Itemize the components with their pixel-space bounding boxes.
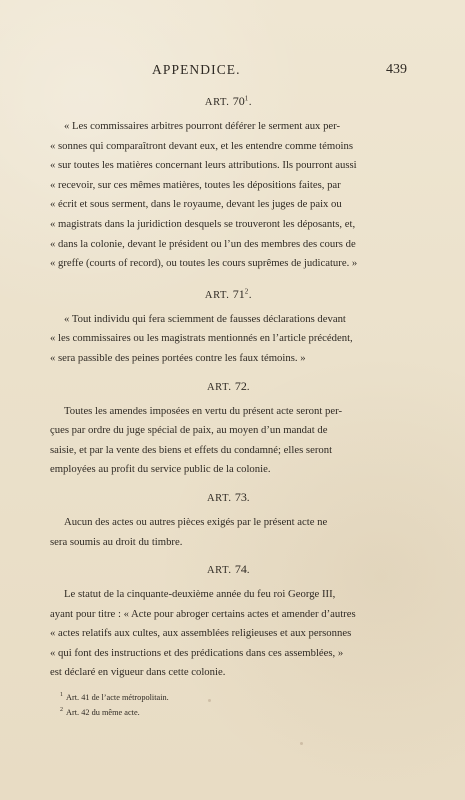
article-heading-70: ART. $70^1$. [204, 94, 253, 108]
text-line: « qui font des instructions et des prédications dans ces assemblées, » [50, 646, 344, 659]
text-line: sera soumis au droit du timbre. [50, 535, 183, 548]
article-text-73 [50, 513, 407, 552]
text-line: « écrit et sous serment, dans le royaume, devant les juges de paix ou [50, 198, 342, 211]
text-line: saisie, et par la vente des biens et effets du condamné; elles seront [50, 443, 333, 456]
text-line: « magistrats dans la juridiction desquels se trouveront les déposants, et, [50, 217, 356, 230]
footnote [60, 705, 407, 720]
article-label: ART. [206, 381, 232, 393]
text-line: « recevoir, sur ces mêmes matières, toutes les dépositions faites, par [50, 178, 341, 191]
text-line: çues par ordre du juge spécial de paix, au moyen d’un mandat de [50, 424, 328, 437]
article-label: ART. [204, 289, 230, 301]
text-line: employées au profit du service public de la colonie. [50, 463, 271, 476]
page-number: 439 [386, 62, 407, 77]
page-content [50, 94, 407, 720]
footnote-text: Art. 42 du même acte. [66, 708, 140, 718]
text-line: Le statut de la cinquante-deuxième année du feu roi George III, [64, 588, 336, 601]
text-line: « actes relatifs aux cultes, aux assemblées religieuses et aux personnes [50, 627, 352, 640]
paper-speck [300, 742, 303, 745]
text-line: « sur toutes les matières concernant leurs attributions. Ils pourront aussi [50, 159, 357, 172]
footnote-marker: 2 [60, 707, 63, 714]
footnotes [50, 690, 407, 720]
text-line: « sera passible des peines portées contre les faux témoins. » [50, 351, 306, 364]
text-line: Toutes les amendes imposées en vertu du présent acte seront per- [64, 404, 343, 417]
article-number: 72 [234, 378, 247, 393]
article-number: 70 [232, 94, 245, 108]
text-line: Aucun des actes ou autres pièces exigés par le présent acte ne [64, 515, 328, 528]
article-heading-73: ART. 73. [206, 489, 251, 504]
text-line: « les commissaires ou les magistrats mentionnés en l’article précédent, [50, 332, 353, 345]
footnote-marker: 1 [60, 692, 63, 699]
article-number: 74 [234, 562, 247, 577]
article-text-71 [50, 310, 407, 369]
text-line: « sonnes qui comparaîtront devant eux, et les entendre comme témoins [50, 139, 354, 152]
text-line: « Tout individu qui fera sciemment de fausses déclarations devant [64, 312, 346, 325]
text-line: ayant pour titre : « Acte pour abroger certains actes et amender d’autres [50, 607, 356, 620]
text-line: « greffe (courts of record), ou toutes les cours suprêmes de judicature. » [50, 257, 358, 270]
page-header [50, 62, 407, 80]
text-line: « Les commissaires arbitres pourront déférer le serment aux per- [64, 120, 341, 132]
article-heading-72: ART. 72. [206, 378, 251, 393]
footnote-ref: 1 [244, 94, 249, 103]
page-title: APPENDICE. [152, 62, 241, 77]
article-text-70 [50, 117, 407, 274]
footnote [60, 690, 407, 705]
article-label: ART. [206, 492, 232, 504]
article-label: ART. [204, 97, 230, 108]
footnote-text: Art. 41 de l’acte métropolitain. [66, 693, 169, 703]
article-text-72 [50, 402, 407, 480]
article-number: 71 [232, 286, 245, 301]
footnote-ref: 2 [244, 287, 249, 296]
text-line: « dans la colonie, devant le président ou l’un des membres des cours de [50, 237, 356, 250]
paper-speck [208, 699, 211, 702]
article-heading-74: ART. 74. [206, 562, 251, 577]
text-line: est déclaré en vigueur dans cette colonie. [50, 666, 226, 679]
article-label: ART. [206, 565, 232, 577]
article-text-74 [50, 585, 407, 683]
article-number: 73 [234, 489, 247, 504]
article-heading-71: ART. $71^2$. [204, 286, 253, 301]
